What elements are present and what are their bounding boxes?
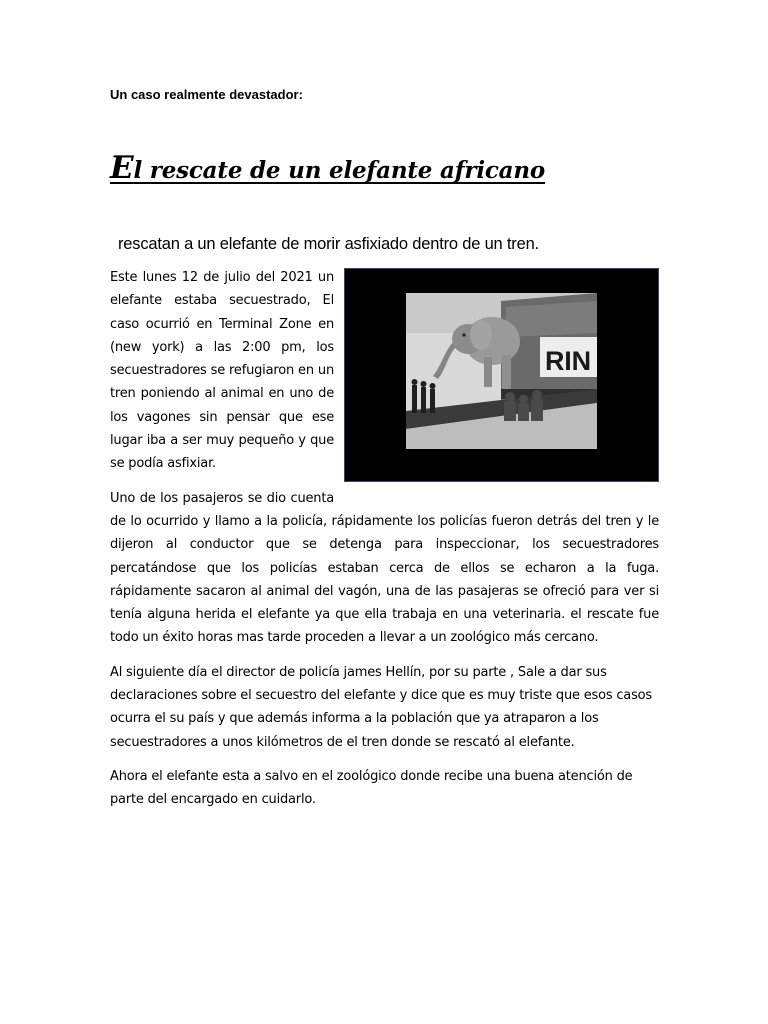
train-sign-text: RIN <box>545 346 591 376</box>
paragraph-2: Uno de los pasajeros se dio cuenta de lo ocurrido y llamo a la policía, rápidamente los policías fueron detrás del tren y le dijeron al conductor que se detenga para inspeccionar, los secuestradores percatándose que los policías estaban cerca de ellos se echaron a la fuga. rápidamente sacaron al animal del vagón, una de las pasajeras se ofreció para ver si tenía alguna herida el elefante ya que ella trabaja en una veterinaria. el rescate fue todo un éxito horas mas tarde proceden a llevar a un zoológico más cercano. <box>110 490 659 646</box>
title-rest: l rescate de un elefante africano <box>133 157 546 184</box>
paragraph-3: Al siguiente día el director de policía james Hellín, por su parte , Sale a dar sus declaraciones sobre el secuestro del elefante y dice que es muy triste que esos casos ocurra el su país y que además informa a la población que ya atraparon a los secuestradores a unos kilómetros de el tren donde se rescató al elefante. <box>110 664 652 750</box>
article-body <box>110 266 659 823</box>
kicker-heading: Un caso realmente devastador: <box>110 87 303 102</box>
paragraph-4: Ahora el elefante esta a salvo en el zoológico donde recibe una buena atención de parte del encargado en cuidarlo. <box>110 768 633 808</box>
title-initial: E <box>110 150 134 186</box>
elephant-train-illustration <box>406 293 597 449</box>
article-title <box>110 150 545 186</box>
photo-frame <box>344 268 659 482</box>
paragraph-1: Este lunes 12 de julio del 2021 un elefante estaba secuestrado, El caso ocurrió en Terminal Zone en (new york) a las 2:00 pm, los secuestradores se refugiaron en un tren poniendo al animal en uno de los vagones sin pensar que ese lugar iba a ser muy pequeño y que se podía asfixiar. <box>110 270 334 472</box>
article-subtitle: rescatan a un elefante de morir asfixiado dentro de un tren. <box>118 235 539 253</box>
elephant-train-photo <box>406 293 597 449</box>
